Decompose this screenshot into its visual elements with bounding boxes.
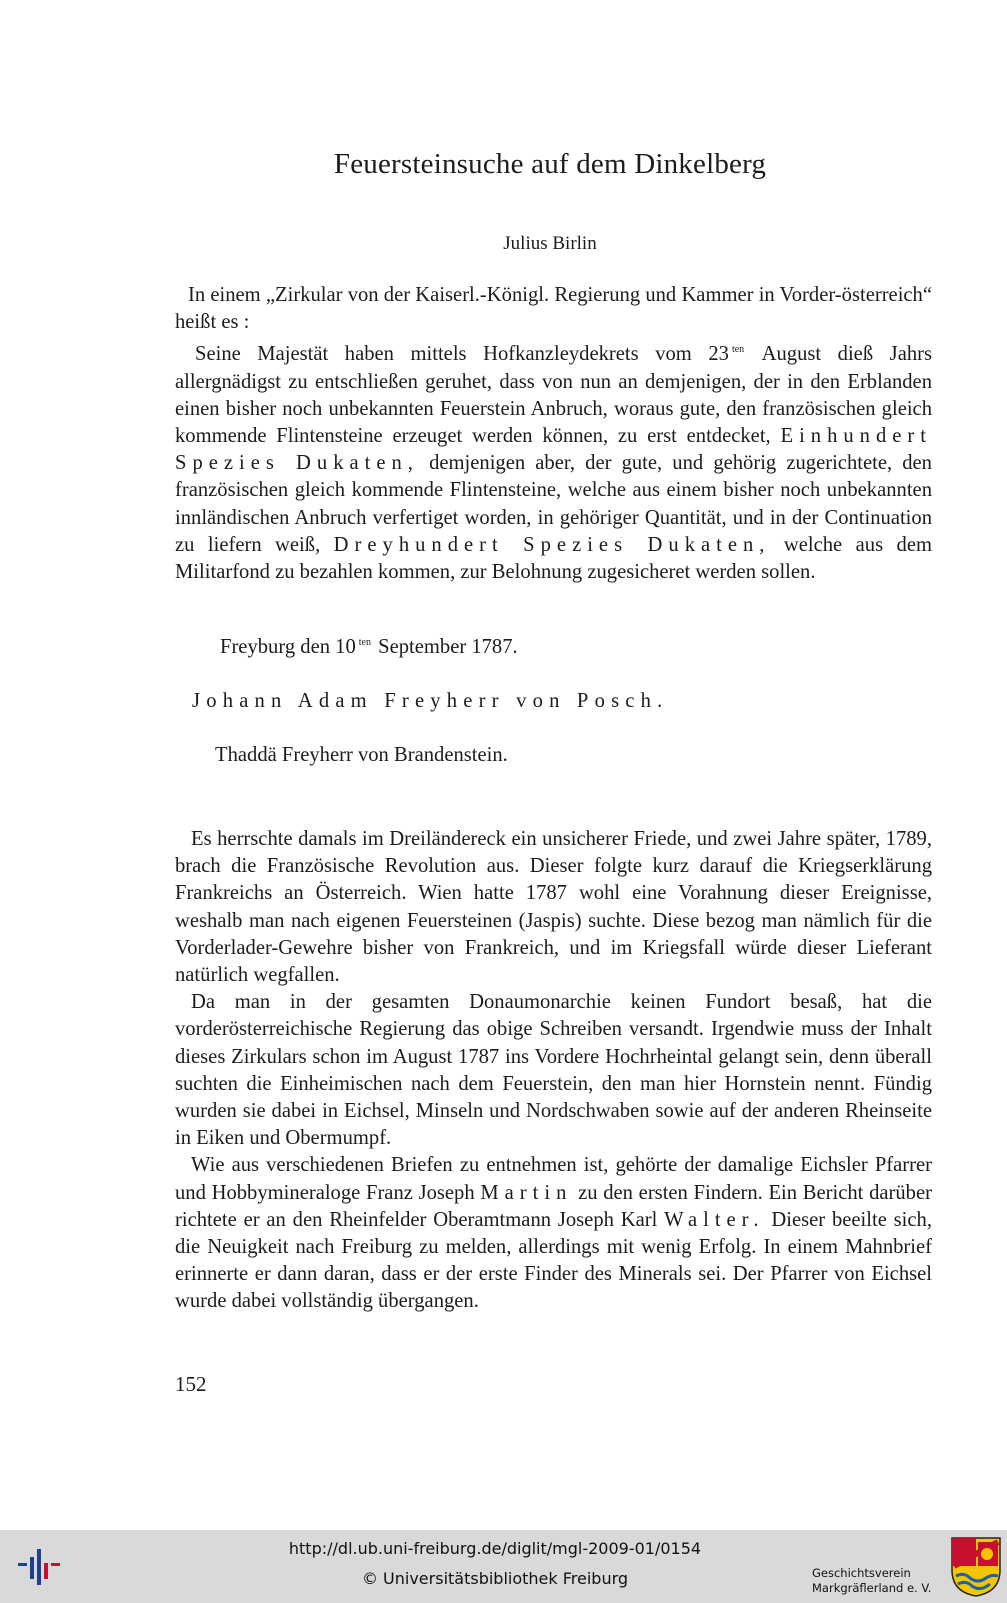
intro-paragraph: In einem „Zirkular von der Kaiserl.-Königl. Regierung und Kammer in Vorder-österreich“ heißt es : xyxy=(175,284,932,334)
ub-freiburg-logo-icon xyxy=(18,1549,62,1585)
decree-date xyxy=(220,636,518,659)
decree-quote xyxy=(175,336,932,586)
intro-block xyxy=(175,282,932,586)
date-part-a: Freyburg den 10 xyxy=(220,636,356,658)
footer-organization xyxy=(812,1566,948,1596)
quote-spaced-amount-1: Einhundert Spezies Dukaten, xyxy=(175,425,932,475)
page-number: 152 xyxy=(175,1372,207,1396)
p3-name-martin: Martin xyxy=(480,1181,573,1204)
footer-bar xyxy=(0,1530,1007,1603)
quote-part-b: August dieß Jahrs allergnädigst zu entschließen geruhet, dass von nun an demjenigen, der in den Erblanden einen bisher noch unbekannten Feuerstein Anbruch, woraus gute, den französischen gleich kommende Flintensteine erzeuget werden können, zu erst entdecket, xyxy=(175,343,932,448)
quote-spaced-amount-2: Dreyhundert Spezies Dukaten, xyxy=(333,533,771,556)
date-superscript: ten xyxy=(358,637,371,648)
p3-part-a: Wie aus verschiedenen Briefen zu entnehmen ist, gehörte der damalige Eichsler Pfarrer und Hobbymineraloge Franz Joseph xyxy=(175,1154,932,1204)
signer-brandenstein: Thaddä Freyherr von Brandenstein. xyxy=(215,744,508,766)
main-paragraph-1: Es herrschte damals im Dreiländereck ein unsicherer Friede, und zwei Jahre später, 1789, brach die Französische Revolution aus. Dieser folgte kurz darauf die Kriegserklärung Frankreichs an Österreich. Wien hatte 1787 wohl eine Vorahnung dieser Ereignisse, weshalb man nach eigenen Feuersteinen (Jaspis) suchte. Diese bezog man nämlich für die Vorderlader-Gewehre bisher von Frankreich, und im Kriegsfall würde dieser Lieferant natürlich wegfallen. xyxy=(175,828,932,987)
quote-superscript: ten xyxy=(731,344,745,356)
article-author: Julius Birlin xyxy=(503,233,597,254)
main-text xyxy=(175,826,932,1316)
org-line-2: Markgräflerland e. V. xyxy=(812,1581,932,1595)
main-paragraph-3 xyxy=(175,1152,932,1315)
org-line-1: Geschichtsverein xyxy=(812,1566,911,1580)
signer-posch: Johann Adam Freyherr von Posch. xyxy=(192,690,669,712)
footer-url-link[interactable]: http://dl.ub.uni-freiburg.de/diglit/mgl-2009-01/0154 xyxy=(288,1539,702,1558)
footer-copyright: © Universitätsbibliothek Freiburg xyxy=(361,1569,629,1588)
quote-part-d: welche aus dem Militarfond zu bezahlen kommen, zur Belohnung zugesicheret werden sollen. xyxy=(175,533,932,584)
main-paragraph-2: Da man in der gesamten Donaumonarchie keinen Fundort besaß, hat die vorderösterreichische Regierung das obige Schreiben versandt. Irgendwie muss der Inhalt dieses Zirkulars schon im August 1787 ins Vordere Hochrheintal gelangt sein, denn überall suchten die Einheimischen nach dem Feuerstein, den man hier Hornstein nennt. Fündig wurden sie dabei in Eichsel, Minseln und Nordschwaben sowie auf der anderen Rheinseite in Eiken und Obermumpf. xyxy=(175,991,932,1150)
date-part-b: September 1787. xyxy=(378,636,518,658)
p3-part-c: Dieser beeilte sich, die Neuigkeit nach Freiburg zu melden, allerdings mit wenig Erfolg. In einem Mahnbrief erinnerte er dann daran, dass er der erste Finder des Minerals sei. Der Pfarrer von Eichsel wurde dabei vollständig übergangen. xyxy=(175,1208,932,1313)
quote-part-a: Seine Majestät haben mittels Hofkanzleydekrets vom 23 xyxy=(195,343,729,366)
article-title: Feuersteinsuche auf dem Dinkelberg xyxy=(333,148,767,180)
coat-of-arms-icon xyxy=(950,1536,1002,1598)
quote-part-c: demjenigen aber, der gute, und gehörig zugerichtete, den französischen gleich kommende Flintensteine, welche aus einem bisher noch unbekannten innländischen Anbruch verfertiget worden, in gehöriger Quantität, und in der Continuation zu liefern weiß, xyxy=(175,452,932,556)
p3-part-b: zu den ersten Findern. Ein Bericht darüber richtete er an den Rheinfelder Oberamtmann Joseph Karl xyxy=(175,1181,932,1231)
p3-name-walter: Walter. xyxy=(664,1208,765,1231)
